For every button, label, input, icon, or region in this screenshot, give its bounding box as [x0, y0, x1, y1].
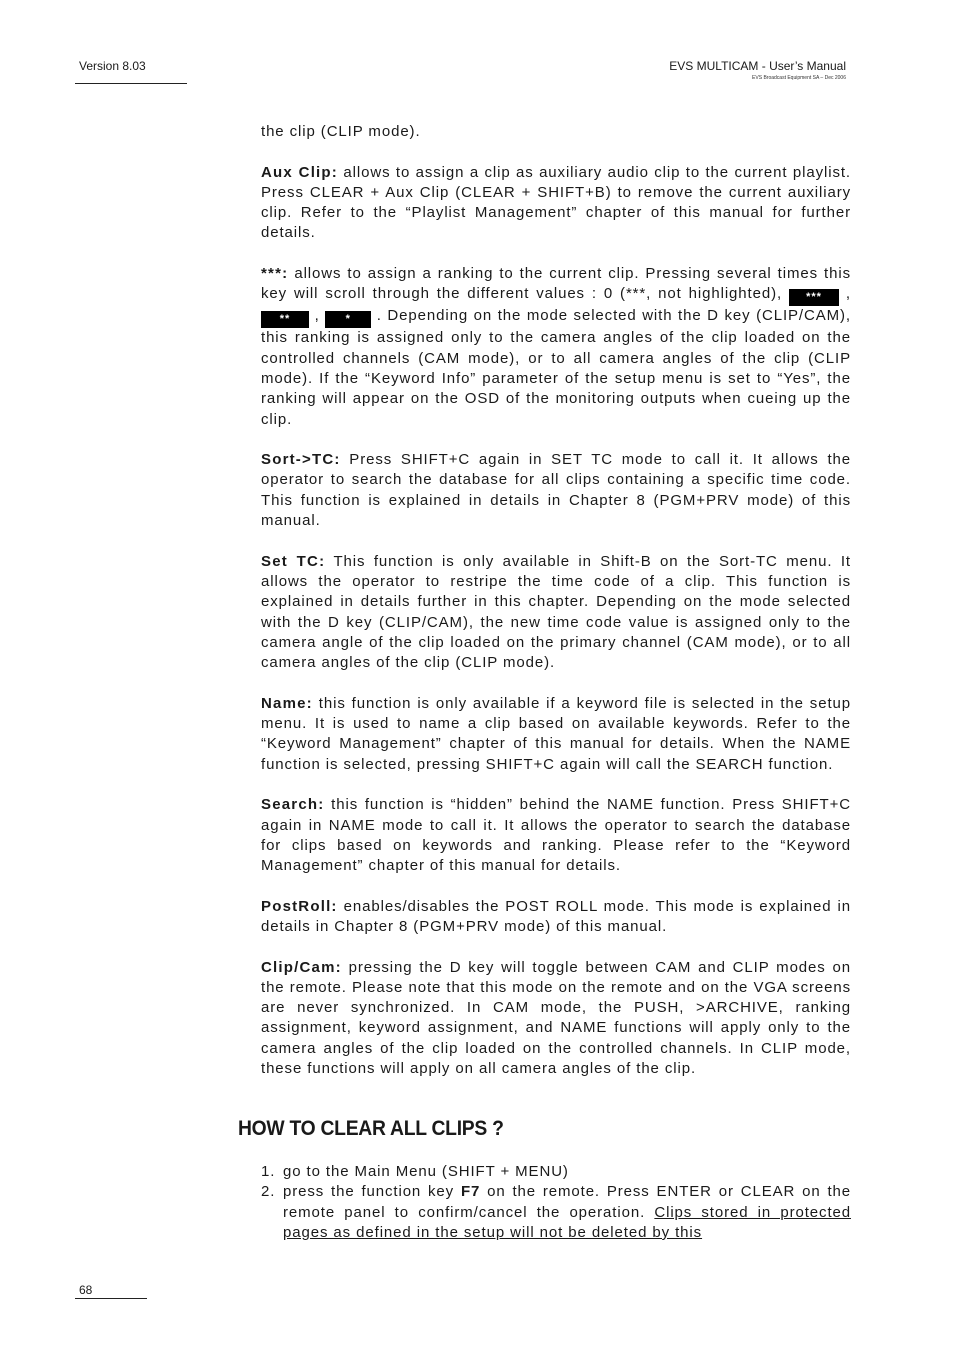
desc-ranking-a: allows to assign a ranking to the current clip. Pressing several times this key will scroll through the different values : 0 (***, not highlighted), [261, 265, 851, 303]
header-title: EVS MULTICAM - User’s Manual [669, 59, 846, 73]
step-text-a: press the function key [283, 1183, 461, 1201]
step-number: 1. [261, 1163, 276, 1180]
term-sort-tc: Sort->TC: [261, 451, 341, 469]
step-text: go to the Main Menu (SHIFT + MENU) [283, 1163, 569, 1180]
section-title: HOW TO CLEAR ALL CLIPS ? [238, 1117, 504, 1140]
paragraph-clip-mode: the clip (CLIP mode). [261, 123, 421, 140]
paragraph-name [261, 694, 851, 775]
header-subtitle: EVS Broadcast Equipment SA – Dec 2006 [752, 75, 846, 81]
desc-postroll: enables/disables the POST ROLL mode. This mode is explained in details in Chapter 8 (PGM+PRV mode) of this manual. [261, 897, 851, 935]
step-text [283, 1182, 851, 1243]
header-left-rule [75, 83, 187, 84]
list-item [261, 1162, 851, 1182]
desc-set-tc: This function is only available in Shift-B on the Sort-TC menu. It allows the operator to restripe the time code of a clip. This function is explained in details further in this chapter. Depending on the mode selected with the D key (CLIP/CAM), the new time code value is assigned only to the camera angle of the clip loaded on the primary channel (CAM mode), or to all camera angles of the clip (CLIP mode). [261, 552, 851, 672]
paragraph-ranking [261, 264, 851, 430]
steps-list [261, 1162, 851, 1243]
desc-ranking-b: . Depending on the mode selected with the D key (CLIP/CAM), this ranking is assigned only to the camera angles of the clip loaded on the controlled channels (CAM mode), or to all camera angles of the clip (CLIP mode). If the “Keyword Info” parameter of the setup menu is set to “Yes”, the ranking will appear on the OSD of the monitoring outputs when cueing up the clip. [261, 307, 851, 428]
list-item [261, 1182, 851, 1243]
header-version: Version 8.03 [79, 59, 146, 73]
step-note-underlined: Clips stored in protected pages as defined in the setup will not be deleted by this [283, 1203, 851, 1241]
term-name: Name: [261, 694, 313, 712]
desc-aux-clip: allows to assign a clip as auxiliary audio clip to the current playlist. Press CLEAR + Aux Clip (CLEAR + SHIFT+B) to remove the current auxiliary clip. Refer to the “Playlist Management” chapter of this manual for further details. [261, 163, 851, 242]
page-number: 68 [79, 1283, 93, 1297]
ranking-key-two-stars: ** [261, 311, 309, 328]
term-aux-clip: Aux Clip: [261, 163, 338, 181]
term-set-tc: Set TC: [261, 552, 326, 570]
term-ranking: ***: [261, 265, 289, 283]
desc-name: this function is only available if a keyword file is selected in the setup menu. It is used to name a clip based on available keywords. Refer to the “Keyword Management” chapter of this manual for details. When the NAME function is selected, pressing SHIFT+C again will call the SEARCH function. [261, 694, 851, 773]
function-key: F7 [460, 1183, 481, 1201]
paragraph-set-tc [261, 552, 851, 674]
desc-sort-tc: Press SHIFT+C again in SET TC mode to call it. It allows the operator to search the database for all clips containing a specific time code. This function is explained in details in Chapter 8 (PGM+PRV mode) of this manual. [261, 451, 851, 530]
ranking-separator: , [309, 307, 326, 325]
paragraph-aux-clip [261, 163, 851, 244]
paragraph-postroll [261, 897, 851, 938]
term-postroll: PostRoll: [261, 897, 338, 915]
footer-rule [75, 1298, 147, 1299]
body-text [261, 122, 851, 1100]
ranking-key-one-star: * [325, 311, 371, 328]
ranking-separator: , [839, 285, 851, 303]
ranking-key-three-stars: *** [789, 289, 839, 306]
paragraph-sort-tc [261, 450, 851, 531]
term-clip-cam: Clip/Cam: [261, 958, 342, 976]
term-search: Search: [261, 796, 325, 814]
step-number: 2. [261, 1183, 276, 1201]
paragraph-search [261, 795, 851, 876]
desc-search: this function is “hidden” behind the NAME function. Press SHIFT+C again in NAME mode to call it. It allows the operator to search the database for clips based on keywords and ranking. Please refer to the “Keyword Management” chapter of this manual for details. [261, 796, 851, 875]
step-text-b: on the remote. Press ENTER or CLEAR on the remote panel to confirm/cancel the operation. [283, 1183, 852, 1221]
desc-clip-cam: pressing the D key will toggle between CAM and CLIP modes on the remote. Please note that this mode on the remote and on the VGA screens are never synchronized. In CAM mode, the PUSH, >ARCHIVE, ranking assignment, keyword assignment, and NAME functions will apply only to the camera angles of the clip loaded on the controlled channels. In CLIP mode, these functions will apply on all camera angles of the clip. [261, 958, 851, 1078]
paragraph-clip-cam [261, 958, 851, 1080]
